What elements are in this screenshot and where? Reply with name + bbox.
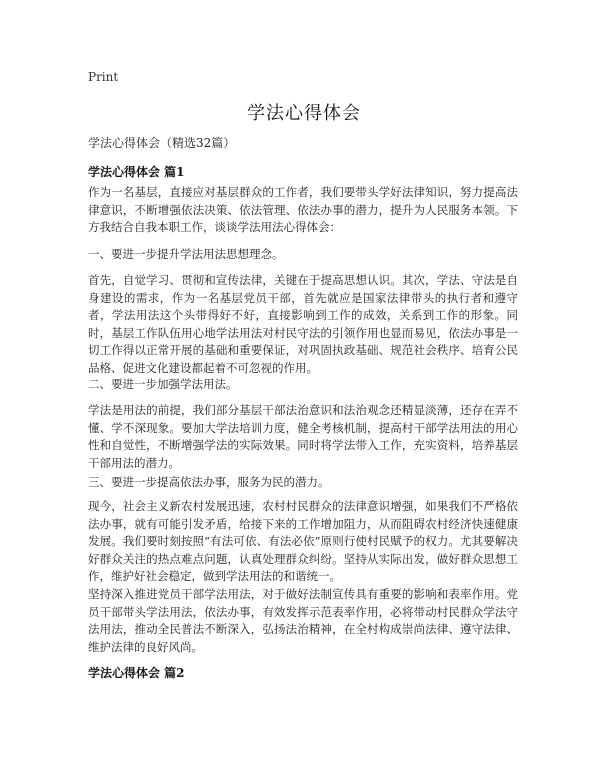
paragraph-point-2-heading: 二、要进一步加强学法用法。 — [88, 377, 238, 391]
print-label: Print — [88, 70, 119, 84]
paragraph-point-3-body: 现今，社会主义新农村发展迅速，农村村民群众的法律意识增强，如果我们不严格依法办事，就有可能引发矛盾，给接下来的工作增加阻力，从而阻碍农村经济快速健康发展。我们要时刻按照“有法可依、有法必依”原则行使村民赋予的权力。尤其要解决好群众关注的热点难点问题，认真处理群众纠纷。坚持从实际出发，做好群众思想工作，维护好社会稳定，做到学法用法的和谐统一。 — [88, 499, 518, 583]
section-heading-2: 学法心得体会 篇2 — [88, 666, 185, 680]
document-title: 学法心得体会 — [247, 103, 361, 124]
paragraph-intro: 作为一名基层，直接应对基层群众的工作者，我们要带头学好法律知识，努力提高法律意识，不断增强依法决策、依法管理、依法办事的潜力，提升为人民服务本领。下方我结合自我本职工作，谈谈学法用法心得体会： — [88, 185, 518, 234]
paragraph-point-2-body: 学法是用法的前提，我们部分基层干部法治意识和法治观念还精显淡薄，还存在弄不懂、学不深现象。要加大学法培训力度，健全考核机制，提高村干部学法用法的用心性和自觉性，不断增强学法的实际效果。同时将学法带入工作，充实资料，培养基层干部用法的潜力。 — [88, 403, 518, 470]
paragraph-conclusion: 坚持深入推进党员干部学法用法，对于做好法制宣传具有重要的影响和表率作用。党员干部带头学法用法，依法办事，有效发挥示范表率作用，必将带动村民群众学法守法用法，推动全民普法不断深入，弘扬法治精神，在全村构成崇尚法律、遵守法律、维护法律的良好风尚。 — [88, 587, 518, 654]
paragraph-point-1-body: 首先，自觉学习、贯彻和宣传法律，关键在于提高思想认识。其次，学法、守法是自身建设的需求，作为一名基层党员干部，首先就应是国家法律带头的执行者和遵守者，学法用法这个头带得好不好，直接影响到工作的成效，关系到工作的形象。同时，基层工作队伍用心地学法用法对村民守法的引领作用也显而易见，依法办事是一切工作得以正常开展的基础和重要保证，对巩固执政基础、规范社会秩序、培育公民品格、促进文化建设都起着不可忽视的作用。 — [88, 273, 518, 375]
document-subtitle: 学法心得体会（精选32篇） — [88, 136, 236, 150]
paragraph-point-1-heading: 一、要进一步提升学法用法思想理念。 — [88, 247, 284, 261]
paragraph-point-3-heading: 三、要进一步提高依法办事，服务为民的潜力。 — [88, 475, 330, 489]
section-heading-1: 学法心得体会 篇1 — [88, 165, 185, 179]
